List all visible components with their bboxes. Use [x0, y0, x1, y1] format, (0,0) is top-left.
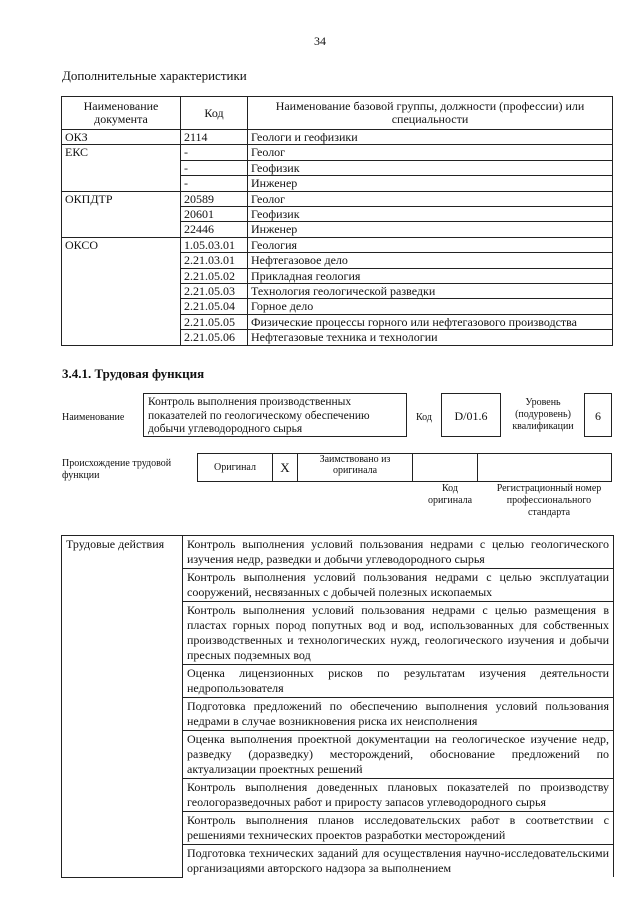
extra-characteristics-table	[61, 96, 613, 346]
specialty-name-cell: Горное дело	[248, 299, 613, 314]
code-cell: -	[181, 176, 248, 191]
specialty-name-cell: Физические процессы горного или нефтегазового производства	[248, 314, 613, 329]
specialty-name-cell: Геолог	[248, 145, 613, 160]
original-mark: X	[273, 454, 298, 482]
doc-name-cell: ОКПДТР	[62, 191, 181, 237]
code-cell: 20601	[181, 207, 248, 222]
borrowed-label: Заимствовано из оригинала	[298, 454, 413, 482]
col-header-doc: Наименование документа	[62, 97, 181, 130]
function-heading: 3.4.1. Трудовая функция	[62, 366, 205, 381]
function-code-box: D/01.6	[441, 393, 501, 437]
labor-action-item: Подготовка предложений по обеспечению выполнения условий пользования недрами в случае возникновения риска их неисполнения	[183, 698, 614, 731]
labor-action-item: Оценка выполнения проектной документации на геологическое изучение недр, разведку (доразведку) месторождений, обоснование предложений по актуализации проектных решений	[183, 731, 614, 779]
table-header-row	[62, 97, 613, 130]
code-cell: 2.21.05.05	[181, 314, 248, 329]
code-cell: 22446	[181, 222, 248, 237]
origin-row	[197, 453, 612, 482]
labor-actions-table	[61, 535, 614, 878]
function-name-box: Контроль выполнения производственных показателей по геологическому обеспечению добычи углеводородного сырья	[143, 393, 407, 437]
specialty-name-cell: Геофизик	[248, 207, 613, 222]
labor-action-item: Подготовка технических заданий для осуществления научно-исследовательскими организациями авторского надзора за выполнением	[183, 845, 614, 878]
col-header-name: Наименование базовой группы, должности (профессии) или специальности	[248, 97, 613, 130]
col-header-code: Код	[181, 97, 248, 130]
code-cell: 1.05.03.01	[181, 237, 248, 252]
labor-action-item: Контроль выполнения планов исследовательских работ в соответствии с решениями технических проектов разработки месторождений	[183, 812, 614, 845]
code-original-label: Код оригинала	[427, 483, 473, 506]
code-cell: 20589	[181, 191, 248, 206]
code-cell: 2.21.05.04	[181, 299, 248, 314]
code-cell: 2.21.05.06	[181, 330, 248, 345]
table-row	[62, 237, 613, 252]
labor-actions-label: Трудовые действия	[62, 536, 183, 878]
labor-action-item: Контроль выполнения условий пользования недрами с целью геологического изучения недр, разведки и добычи углеводородного сырья	[183, 536, 614, 569]
labor-action-item: Контроль выполнения условий пользования недрами с целью эксплуатации сооружений, несвязанных с добычей полезных ископаемых	[183, 569, 614, 602]
reg-number-cell	[478, 454, 612, 482]
code-label: Код	[416, 412, 432, 423]
specialty-name-cell: Инженер	[248, 222, 613, 237]
specialty-name-cell: Инженер	[248, 176, 613, 191]
origin-label: Происхождение трудовой функции	[62, 458, 172, 481]
code-original-cell	[413, 454, 478, 482]
code-cell: -	[181, 145, 248, 160]
specialty-name-cell: Нефтегазовое дело	[248, 253, 613, 268]
table-row	[62, 130, 613, 145]
section-heading-extra: Дополнительные характеристики	[62, 68, 247, 83]
level-value-box: 6	[584, 393, 612, 437]
original-label: Оригинал	[198, 454, 273, 482]
doc-name-cell: ЕКС	[62, 145, 181, 191]
code-cell: 2114	[181, 130, 248, 145]
page-number: 34	[314, 34, 326, 48]
specialty-name-cell: Нефтегазовые техника и технологии	[248, 330, 613, 345]
reg-number-label: Регистрационный номер профессионального стандарта	[496, 483, 602, 518]
code-cell: 2.21.05.02	[181, 268, 248, 283]
name-label: Наименование	[62, 412, 125, 423]
specialty-name-cell: Геофизик	[248, 160, 613, 175]
labor-action-item: Контроль выполнения условий пользования недрами с целью размещения в пластах горных пород попутных вод и вод, использованных для собственных производственных и технологических нужд, геологического изучения и добычи пресных подземных вод	[183, 602, 614, 665]
code-cell: -	[181, 160, 248, 175]
table-row	[62, 145, 613, 160]
table-row	[62, 536, 614, 569]
labor-action-item: Оценка лицензионных рисков по результатам изучения деятельности недропользователя	[183, 665, 614, 698]
specialty-name-cell: Прикладная геология	[248, 268, 613, 283]
level-label: Уровень (подуровень) квалификации	[512, 397, 574, 432]
table-row	[62, 191, 613, 206]
code-cell: 2.21.05.03	[181, 284, 248, 299]
doc-name-cell: ОКСО	[62, 237, 181, 345]
code-cell: 2.21.03.01	[181, 253, 248, 268]
specialty-name-cell: Технология геологической разведки	[248, 284, 613, 299]
specialty-name-cell: Геология	[248, 237, 613, 252]
labor-action-item: Контроль выполнения доведенных плановых показателей по производству геологоразведочных работ и приросту запасов углеводородного сырья	[183, 779, 614, 812]
doc-name-cell: ОКЗ	[62, 130, 181, 145]
specialty-name-cell: Геолог	[248, 191, 613, 206]
specialty-name-cell: Геологи и геофизики	[248, 130, 613, 145]
